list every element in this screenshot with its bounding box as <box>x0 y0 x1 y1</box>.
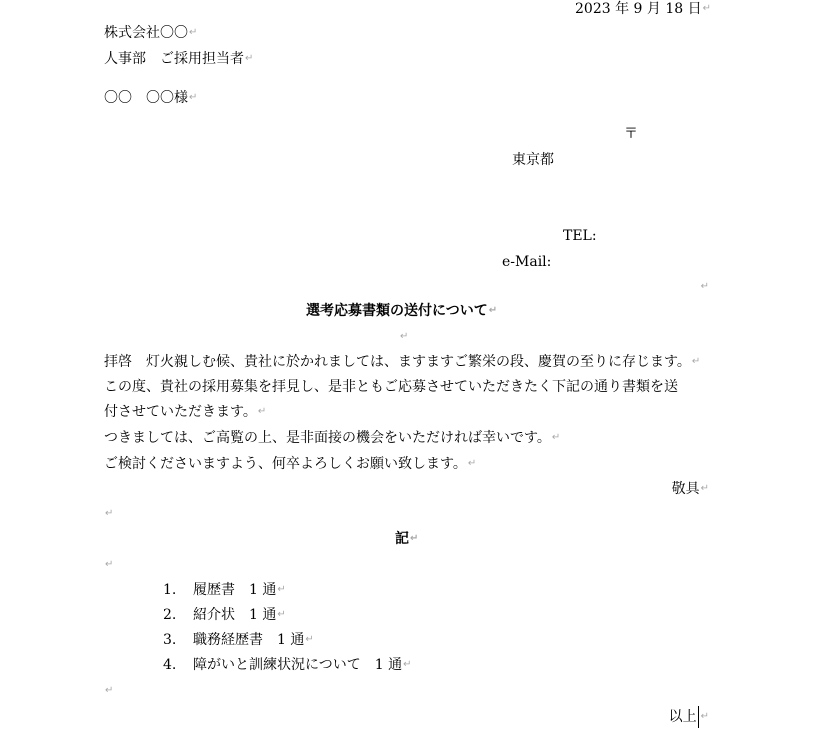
paragraph-mark-icon: ↵ <box>700 281 709 292</box>
closing-line[interactable] <box>672 480 709 498</box>
paragraph-mark-icon: ↵ <box>189 27 198 38</box>
document-title: 選考応募書類の送付について <box>306 303 488 319</box>
paragraph-mark-icon: ↵ <box>467 458 477 469</box>
body-text: ご検討くださいますよう、何卒よろしくお願い致します。 <box>104 456 467 472</box>
list-item[interactable] <box>163 631 314 649</box>
paragraph-mark-icon: ↵ <box>400 331 409 342</box>
end-mark-line[interactable] <box>669 706 709 724</box>
list-text: 職務経歴書 1 通 <box>193 632 305 648</box>
date-line[interactable] <box>575 0 711 18</box>
paragraph-mark-icon: ↵ <box>105 685 114 696</box>
paragraph-mark-icon: ↵ <box>245 53 254 64</box>
tel-line[interactable] <box>563 227 597 245</box>
empty-line[interactable] <box>104 682 113 700</box>
empty-line[interactable] <box>104 556 113 574</box>
record-heading: 記 <box>395 531 409 547</box>
list-item[interactable] <box>163 656 411 674</box>
body-line-5[interactable] <box>104 455 476 473</box>
department-line[interactable] <box>104 50 253 68</box>
company-line[interactable] <box>104 24 197 42</box>
list-item[interactable] <box>163 581 286 599</box>
empty-line[interactable] <box>700 278 709 296</box>
body-line-1[interactable] <box>104 353 700 371</box>
paragraph-mark-icon: ↵ <box>702 3 711 14</box>
body-line-4[interactable] <box>104 429 560 447</box>
body-text: 付させていただきます。 <box>104 404 257 420</box>
body-line-3[interactable] <box>104 403 266 421</box>
paragraph-mark-icon: ↵ <box>551 432 561 443</box>
closing-text: 敬具 <box>671 481 700 497</box>
list-number: 2. <box>163 607 177 623</box>
sender-tel: TEL: <box>563 228 597 244</box>
company-name: 株式会社〇〇 <box>104 25 188 41</box>
list-text: 履歴書 1 通 <box>193 582 277 598</box>
paragraph-mark-icon: ↵ <box>277 584 286 595</box>
sender-address: 東京都 <box>512 152 554 168</box>
paragraph-mark-icon: ↵ <box>105 559 114 570</box>
text-cursor <box>698 706 699 728</box>
paragraph-mark-icon: ↵ <box>700 483 709 494</box>
recipient-name: 〇〇 〇〇様 <box>104 90 188 106</box>
end-mark-text: 以上 <box>668 709 697 725</box>
paragraph-mark-icon: ↵ <box>257 406 267 417</box>
paragraph-mark-icon: ↵ <box>305 634 314 645</box>
title-line[interactable] <box>306 302 497 320</box>
sender-email: e-Mail: <box>502 254 552 270</box>
paragraph-mark-icon: ↵ <box>410 533 419 544</box>
paragraph-mark-icon: ↵ <box>105 508 114 519</box>
paragraph-mark-icon: ↵ <box>277 609 286 620</box>
address-line[interactable] <box>512 151 554 169</box>
list-number: 3. <box>163 632 177 648</box>
paragraph-mark-icon: ↵ <box>488 305 498 316</box>
empty-line[interactable] <box>399 328 408 346</box>
record-heading-line[interactable] <box>395 530 418 548</box>
empty-line[interactable] <box>104 505 113 523</box>
list-text: 紹介状 1 通 <box>193 607 277 623</box>
list-number: 1. <box>163 582 177 598</box>
postal-line[interactable] <box>624 125 638 143</box>
body-text: つきましては、ご高覧の上、是非面接の機会をいただければ幸いです。 <box>104 430 551 446</box>
list-number: 4. <box>163 657 177 673</box>
list-item[interactable] <box>163 606 286 624</box>
paragraph-mark-icon: ↵ <box>403 659 412 670</box>
recipient-line[interactable] <box>104 89 197 107</box>
date-text: 2023 年 9 月 18 日 <box>575 1 702 17</box>
paragraph-mark-icon: ↵ <box>700 711 709 722</box>
paragraph-mark-icon: ↵ <box>189 92 198 103</box>
paragraph-mark-icon: ↵ <box>691 356 701 367</box>
list-text: 障がいと訓練状況について 1 通 <box>193 657 403 673</box>
body-line-2[interactable] <box>104 378 678 396</box>
postal-symbol: 〒 <box>624 126 638 142</box>
email-line[interactable] <box>502 253 551 271</box>
body-text: この度、貴社の採用募集を拝見し、是非ともご応募させていただきたく下記の通り書類を送 <box>104 379 678 395</box>
body-text: 拝啓 灯火親しむ候、貴社に於かれましては、ますますご繁栄の段、慶賀の至りに存じます。 <box>104 354 691 370</box>
department-name: 人事部 ご採用担当者 <box>104 51 244 67</box>
